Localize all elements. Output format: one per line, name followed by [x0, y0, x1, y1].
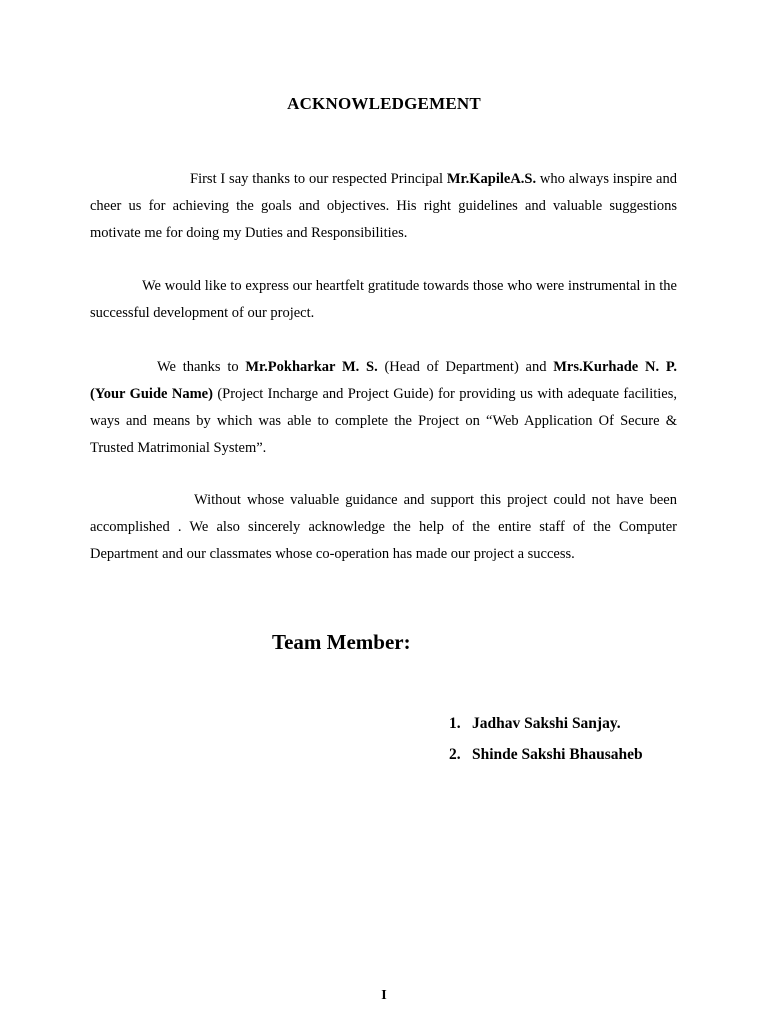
paragraph-text: (Project Incharge and Project Guide) for providing us with adequate facilities, ways and means by which was able to complete the Project on “Web Application Of Secure & Trusted Matrimonial System”.: [90, 386, 677, 456]
paragraph-text: (Head of Department) and: [377, 359, 554, 375]
paragraph-principal-thanks: [90, 166, 677, 247]
list-item: [449, 739, 643, 770]
member-name: Jadhav Sakshi Sanjay.: [472, 715, 621, 732]
paragraph-text: First I say thanks to our respected Principal: [190, 171, 447, 187]
team-member-list: [449, 708, 643, 770]
guide-name: Mrs.Kurhade N. P. (Your Guide Name): [90, 359, 677, 402]
list-item: [449, 708, 643, 739]
page-number: I: [381, 988, 387, 1003]
paragraph-text: who always inspire and cheer us for achieving the goals and objectives. His right guidelines and valuable suggestions motivate me for doing my Duties and Responsibilities.: [90, 171, 677, 241]
paragraph-text: We thanks to: [157, 359, 246, 375]
paragraph-gratitude: [90, 273, 677, 327]
list-number: 2.: [449, 746, 461, 763]
principal-name: Mr.KapileA.S.: [446, 171, 537, 187]
member-name: Shinde Sakshi Bhausaheb: [472, 746, 643, 763]
page-title: ACKNOWLEDGEMENT: [287, 94, 481, 113]
paragraph-text: We would like to express our heartfelt gratitude towards those who were instrumental in the successful development of our project.: [90, 278, 677, 321]
list-number: 1.: [449, 715, 461, 732]
paragraph-staff-thanks: [90, 487, 677, 568]
paragraph-text: Without whose valuable guidance and support this project could not have been accomplished . We also sincerely acknowledge the help of the entire staff of the Computer Department and our classmates whose co-operation has made our project a success.: [90, 492, 677, 562]
paragraph-department-thanks: [90, 354, 677, 462]
hod-name: Mr.Pokharkar M. S.: [245, 359, 378, 375]
team-heading: Team Member:: [272, 630, 411, 654]
